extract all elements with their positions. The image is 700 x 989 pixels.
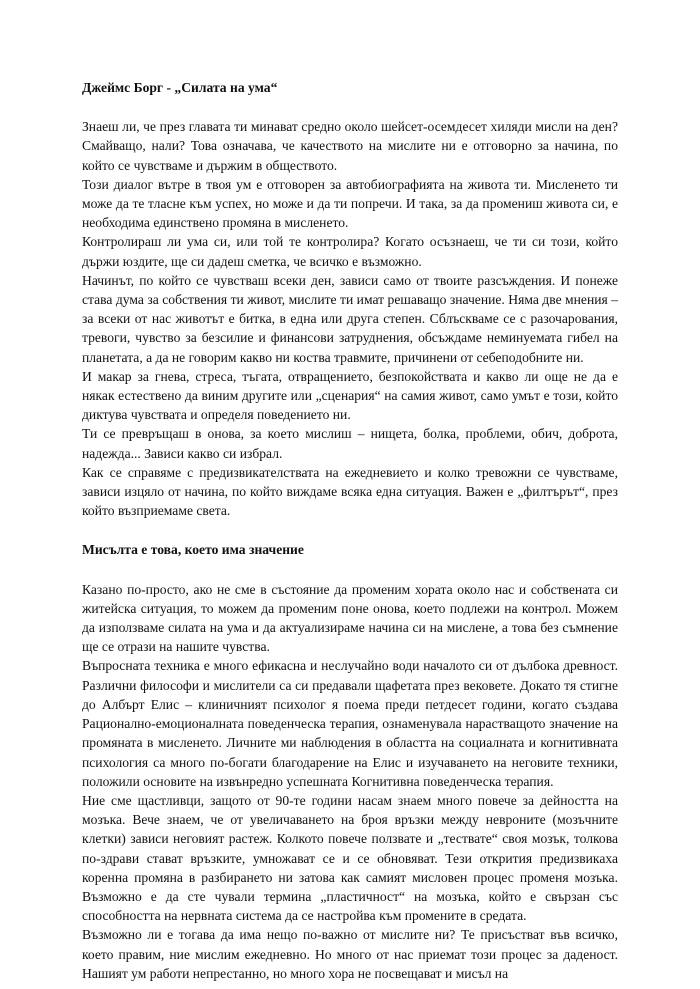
paragraph: Този диалог вътре в твоя ум е отговорен за автобиографията на живота ти. Мисленето ти може да те тласне към успех, но може и да ти попречи. И така, за да промениш живота си, е необходима единствено промяна в мисленето. (82, 176, 618, 231)
paragraph: Въпросната техника е много ефикасна и неслучайно води началото си от дълбока древност. Различни философи и мислители са си предавали щафетата през вековете. Докато тя стигне до Албърт Елис – клиничният психолог я поема преди петдесет години, когато създава Рационално-емоционалната поведенческа терапия, ознаменувала нарастващото значение на промяната в мисленето. Личните ми наблюдения в областта на социалната и когнитивната психология са много по-богати благодарение на Елис и изучаването на неговите техники, положили основите на извънредно успешната Когнитивна поведенческа терапия. (82, 658, 618, 789)
section-heading: Мисълта е това, което има значение (82, 542, 304, 558)
paragraph: Контролираш ли ума си, или той те контролира? Когато осъзнаеш, че ти си този, който държи юздите, ще си дадеш сметка, че всичко е възможно. (82, 234, 618, 269)
document-title: Джеймс Борг - „Силата на ума“ (82, 80, 278, 95)
paragraph: Знаеш ли, че през главата ти минават средно около шейсет-осемдесет хиляди мисли на ден? Смайващо, нали? Това означава, че качеството на мислите ни е отговорно за начина, по който се чувстваме и държим в обществото. (82, 119, 618, 173)
paragraph: Казано по-просто, ако не сме в състояние да променим хората около нас и собствената си житейска ситуация, то можем да променим поне онова, което подлежи на контрол. Можем да използваме силата на ума и да актуализираме начина си на мислене, а това без съмнение ще се отрази на нашите чувства. (82, 581, 618, 655)
paragraph: Ти се превръщаш в онова, за което мислиш – нищета, болка, проблеми, обич, доброта, надежда... Зависи какво си избрал. (82, 426, 618, 461)
paragraph: Ние сме щастливци, защото от 90-те години насам знаем много повече за дейността на мозъка. Вече знаем, че от увеличаването на броя връзки между невроните (мозъчните клетки) зависи неговият растеж. Колкото повече ползвате и „тествате“ своя мозък, толкова по-здрави стават връзките, умножават се и се обновяват. Тези открития предизвикаха коренна промяна в разбирането ни затова как самият мисловен процес променя мозъка. Възможно е да сте чували термина „пластичност“ на мозъка, който е свързан със способността на нервната система да се настройва към промените в средата. (82, 792, 618, 924)
paragraph: Възможно ли е тогава да има нещо по-важно от мислите ни? Те присъстват във всичко, което правим, ние мислим ежедневно. Но много от нас приемат този процес за даденост. Нашият ум работи непрестанно, но много хора не посвещават и мисъл на (82, 927, 618, 981)
paragraph: И макар за гнева, стреса, тъгата, отвращението, безпокойствата и какво ли още не да е някак естествено да виним другите или „сценария“ на самия живот, само умът е този, който диктува чувствата и определя поведението ни. (82, 368, 618, 423)
paragraph: Начинът, по който се чувстваш всеки ден, зависи само от твоите разсъждения. И понеже става дума за собствения ти живот, мислите ти имат решаващо значение. Няма две мнения – за всеки от нас животът е битка, в една или друга степен. Сблъскваме се с разочарования, тревоги, чувство за безсилие и финансови затруднения, обсъждаме неминуемата гибел на планетата, а да не говорим какво ни коства травмите, причинени от себеподобните ни. (82, 272, 618, 365)
paragraph: Как се справяме с предизвикателствата на ежедневието и колко тревожни се чувстваме, зависи изцяло от начина, по който виждаме всяка една ситуация. Важен е „филтърът“, през който възприемаме света. (82, 464, 618, 519)
document-body (82, 78, 618, 983)
